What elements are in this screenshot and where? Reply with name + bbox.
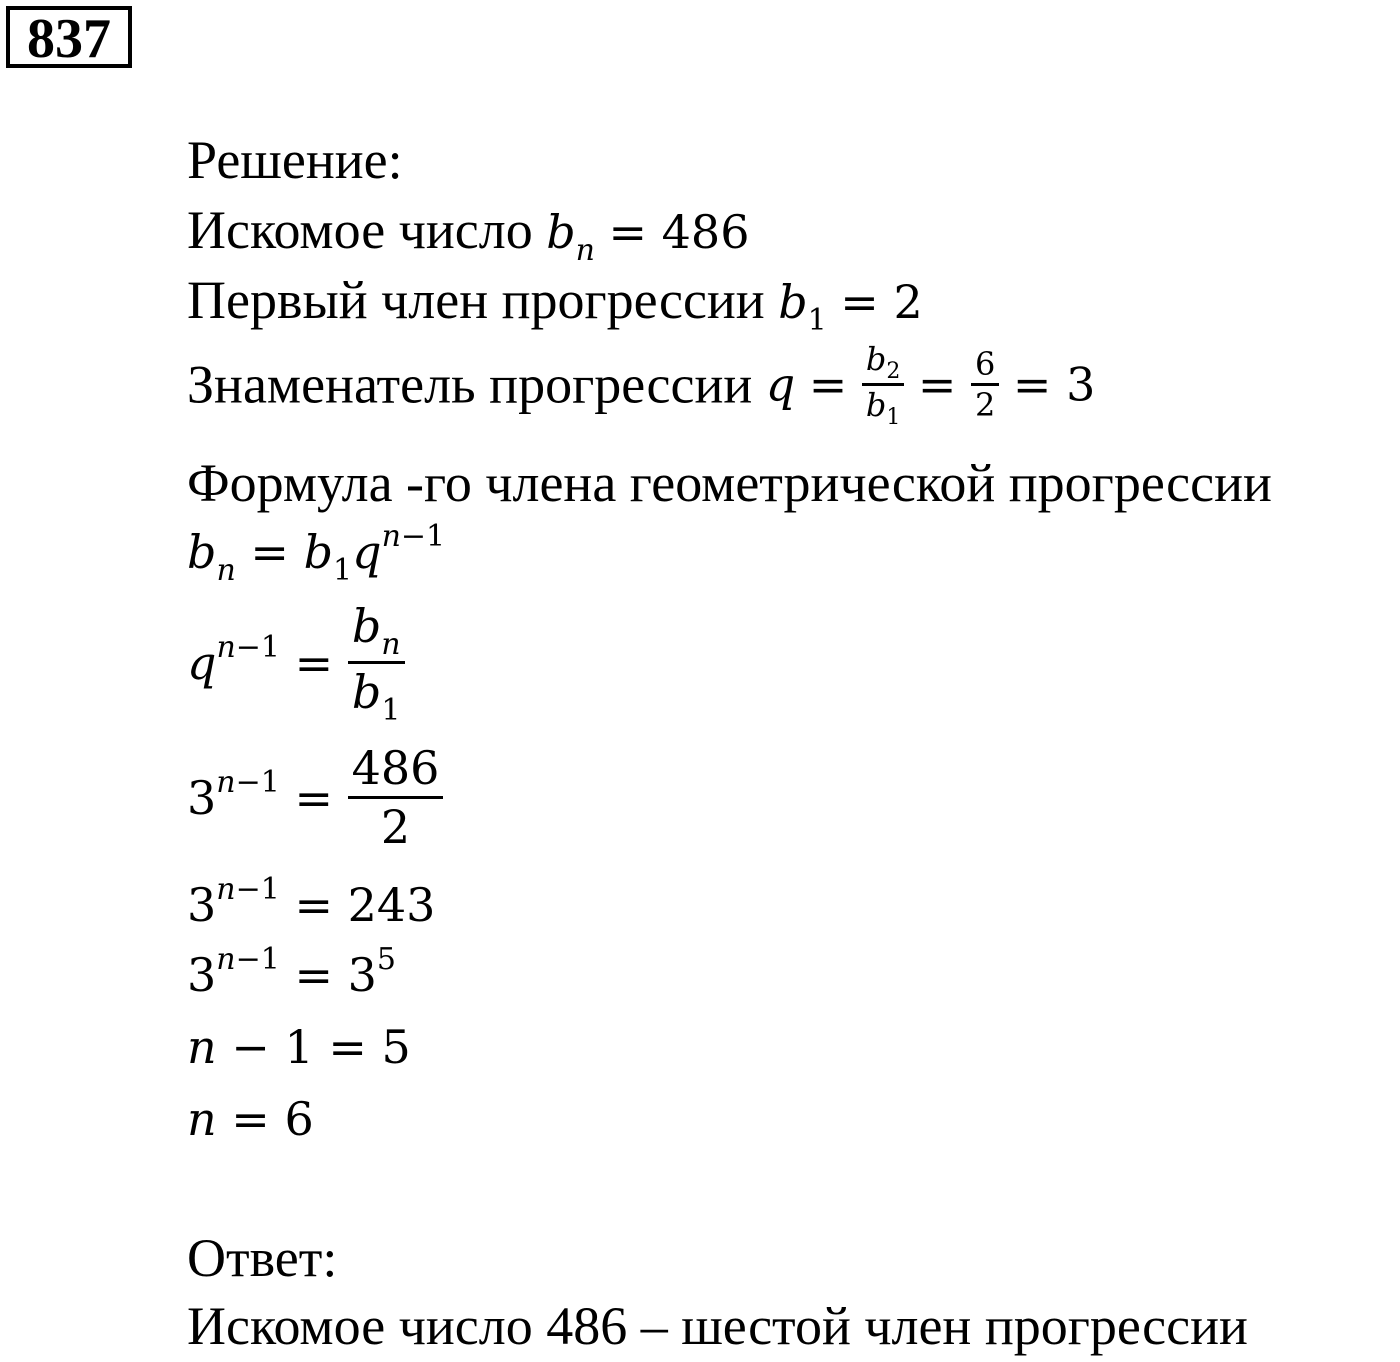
eq-n-minus-1: n − 1 = 5 xyxy=(187,1020,411,1074)
problem-number-box: 837 xyxy=(6,6,132,68)
line-sought-number xyxy=(187,200,749,269)
equals-sign: = xyxy=(608,205,662,259)
line-sought-number-text: Искомое число xyxy=(187,200,533,260)
fraction-denominator: $b_1$ xyxy=(865,386,901,430)
line-first-term xyxy=(187,270,923,339)
fraction-numerator: $b_2$ xyxy=(865,340,901,384)
line-ratio-text: Знаменатель прогрессии xyxy=(187,354,753,415)
fraction-bn-over-b1 xyxy=(348,598,405,727)
fraction-6-over-2 xyxy=(971,345,999,424)
fraction-b2-over-b1 xyxy=(862,340,904,429)
b-1-symbol: $b_1$ xyxy=(778,275,827,338)
ratio-value: 3 xyxy=(1066,357,1096,412)
eq-power-486-over-2: $3^{n-1}$ = $\frac{486}{2}$ xyxy=(187,740,443,875)
eq-q-power-fraction: $q^{n-1}$ = $\frac{b_n}{b_1}$ xyxy=(187,598,405,738)
answer-text: Искомое число 486 – шестой член прогрессии xyxy=(187,1296,1248,1356)
b-n-symbol: $b_n$ xyxy=(546,205,595,268)
n-value: 6 xyxy=(284,1092,314,1146)
line-formula-heading: Формула -го члена геометрической прогрессии xyxy=(187,453,1272,513)
fraction-numerator: 6 xyxy=(975,345,996,383)
fraction-denominator: 2 xyxy=(975,386,996,424)
eq-power-243: $3^{n-1} = 243$ xyxy=(187,872,436,932)
fraction-denominator: $b_1$ xyxy=(351,665,401,728)
q-symbol: q xyxy=(765,357,796,412)
equals-sign: = xyxy=(808,357,862,412)
eq-n-result: n = 6 xyxy=(187,1092,314,1146)
value-5: 5 xyxy=(381,1020,411,1074)
first-term-value: 2 xyxy=(893,275,923,329)
fraction-denominator: 2 xyxy=(380,800,411,854)
equals-sign: = xyxy=(917,357,972,412)
fraction-486-over-2 xyxy=(348,740,444,855)
eq-general-formula: $b_n = b_1q^{n-1}$ xyxy=(187,519,446,588)
equals-sign: = xyxy=(1012,357,1067,412)
eq-power-3-5: $3^{n-1} = 3^5$ xyxy=(187,942,396,1002)
fraction-numerator: 486 xyxy=(351,741,440,795)
line-first-term-text: Первый член прогрессии xyxy=(187,270,765,330)
answer-label: Ответ: xyxy=(187,1228,338,1288)
line-ratio xyxy=(187,340,1095,440)
equals-sign: = xyxy=(840,275,894,329)
fraction-numerator: $b_n$ xyxy=(351,599,401,662)
solution-label: Решение: xyxy=(187,130,403,190)
sought-value: 486 xyxy=(661,205,750,259)
exponent-5: 5 xyxy=(376,942,396,977)
value-243: 243 xyxy=(347,878,436,932)
